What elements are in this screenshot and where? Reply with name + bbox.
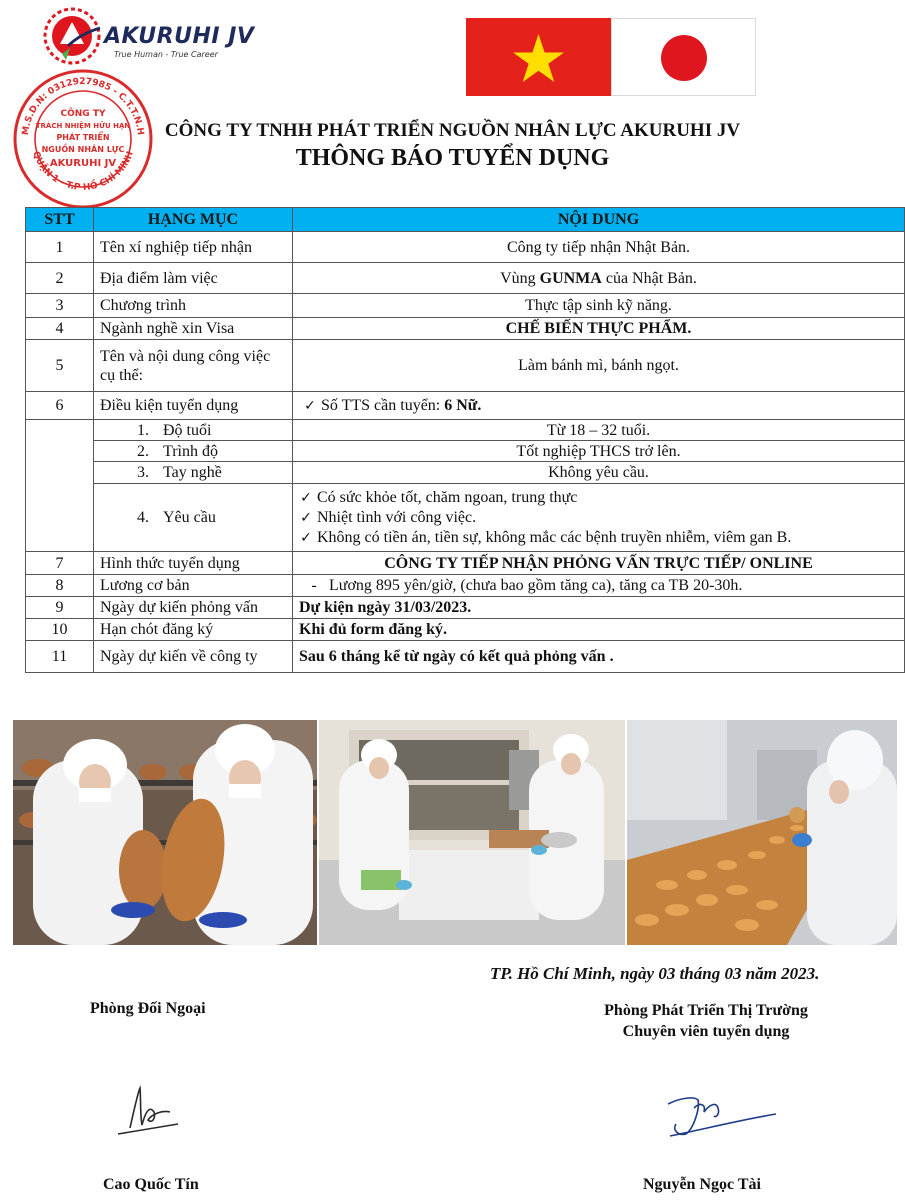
row-label: Hạn chót đăng ký — [94, 619, 293, 641]
row-label: Lương cơ bản — [94, 575, 293, 597]
table-row — [26, 597, 905, 619]
table-row — [26, 641, 905, 673]
row-value: CÔNG TY TIẾP NHẬN PHỎNG VẤN TRỰC TIẾP/ ONLINE — [293, 552, 905, 575]
japan-flag — [611, 18, 756, 96]
row-stt: 11 — [26, 641, 94, 673]
left-signer-name: Cao Quốc Tín — [103, 1176, 199, 1193]
header-item: HẠNG MỤC — [94, 208, 293, 232]
right-department-role: Chuyên viên tuyển dụng — [622, 1023, 790, 1040]
table-row — [26, 441, 905, 462]
svg-text:PHÁT TRIỂN: PHÁT TRIỂN — [56, 133, 110, 142]
photo-bakers-with-bread — [13, 720, 317, 945]
company-name: CÔNG TY TNHH PHÁT TRIỂN NGUỒN NHÂN LỰC AKURUHI JV — [164, 120, 741, 141]
table-row — [26, 462, 905, 484]
table-row — [26, 575, 905, 597]
row-value: Dự kiện ngày 31/03/2023. — [293, 597, 905, 619]
photo-bakery-workers — [319, 720, 625, 945]
row-stt: 2 — [26, 263, 94, 294]
row-stt: 5 — [26, 340, 94, 392]
table-row — [26, 318, 905, 340]
sub-label: 4. Yêu cầu — [94, 484, 293, 552]
table-header-row — [26, 208, 905, 232]
row-value: Sau 6 tháng kể từ ngày có kết quả phỏng vấn . — [293, 641, 905, 673]
table-row — [26, 232, 905, 263]
row-label: Ngày dự kiến phỏng vấn — [94, 597, 293, 619]
row-label: Ngành nghề xin Visa — [94, 318, 293, 340]
row-value: Tốt nghiệp THCS trở lên. — [293, 441, 905, 462]
row-stt: 10 — [26, 619, 94, 641]
document-date: TP. Hồ Chí Minh, ngày 03 tháng 03 năm 2023. — [490, 964, 820, 983]
row-value: Làm bánh mì, bánh ngọt. — [293, 340, 905, 392]
check-icon: ✓ — [300, 509, 312, 526]
row-stt: 4 — [26, 318, 94, 340]
check-icon: ✓ — [300, 529, 312, 546]
left-signature — [110, 1080, 190, 1140]
table-row — [26, 294, 905, 318]
check-icon: ✓ — [300, 489, 312, 506]
row-stt: 7 — [26, 552, 94, 575]
check-icon: ✓ — [304, 397, 316, 414]
row-stt-empty — [26, 420, 94, 552]
svg-text:AKURUHI JV: AKURUHI JV — [49, 158, 117, 169]
row-label: Chương trình — [94, 294, 293, 318]
company-logo — [40, 4, 270, 64]
row-value: ✓ Số TTS cần tuyển: 6 Nữ. — [293, 392, 905, 420]
row-value: Công ty tiếp nhận Nhật Bản. — [293, 232, 905, 263]
table-row — [26, 263, 905, 294]
sub-label: 3. Tay nghề — [94, 462, 293, 484]
row-stt: 9 — [26, 597, 94, 619]
row-value: CHẾ BIẾN THỰC PHẨM. — [293, 318, 905, 340]
table-row — [26, 340, 905, 392]
list-item: ✓ Nhiệt tình với công việc. — [295, 508, 898, 528]
row-stt: 8 — [26, 575, 94, 597]
row-value: Vùng GUNMA của Nhật Bản. — [293, 263, 905, 294]
table-row — [26, 484, 905, 552]
photo-production-line — [627, 720, 897, 945]
region-name: GUNMA — [539, 269, 602, 287]
list-item: ✓ Có sức khỏe tốt, chăm ngoan, trung thực — [295, 488, 898, 508]
row-label: Tên và nội dung công việc cụ thể: — [94, 340, 293, 392]
table-row — [26, 420, 905, 441]
header-content: NỘI DUNG — [293, 208, 905, 232]
row-value: Từ 18 – 32 tuổi. — [293, 420, 905, 441]
row-value: Khi đủ form đăng ký. — [293, 619, 905, 641]
star-icon — [466, 18, 611, 96]
svg-text:QUẬN 1 - T.P HỒ CHÍ MINH: QUẬN 1 - T.P HỒ CHÍ MINH — [30, 150, 136, 193]
svg-text:M.S.D.N: 0312927985 - C.T.T.N.: M.S.D.N: 0312927985 - C.T.T.N.H — [21, 76, 145, 136]
sub-label: 1. Độ tuổi — [94, 420, 293, 441]
row-stt: 3 — [26, 294, 94, 318]
table-row — [26, 392, 905, 420]
row-label: Địa điểm làm việc — [94, 263, 293, 294]
row-label: Điều kiện tuyển dụng — [94, 392, 293, 420]
right-signature — [660, 1078, 790, 1143]
requirements-list — [293, 484, 905, 552]
table-row — [26, 619, 905, 641]
sub-label: 2. Trình độ — [94, 441, 293, 462]
svg-text:TRÁCH NHIỆM HỮU HẠN: TRÁCH NHIỆM HỮU HẠN — [35, 122, 131, 130]
page-title: THÔNG BÁO TUYỂN DỤNG — [295, 145, 610, 171]
svg-text:NGUỒN NHÂN LỰC: NGUỒN NHÂN LỰC — [41, 145, 125, 154]
row-value: - Lương 895 yên/giờ, (chưa bao gồm tăng ca), tăng ca TB 20-30h. — [293, 575, 905, 597]
row-label: Hình thức tuyển dụng — [94, 552, 293, 575]
recruitment-table — [25, 207, 905, 673]
logo-tagline: True Human - True Career — [114, 50, 218, 59]
list-item: ✓ Không có tiền án, tiền sự, không mắc các bệnh truyền nhiễm, viêm gan B. — [295, 528, 898, 548]
header-stt: STT — [26, 208, 94, 232]
right-department — [560, 1000, 852, 1042]
logo-emblem-icon — [40, 4, 110, 66]
right-signer-name: Nguyễn Ngọc Tài — [643, 1176, 761, 1193]
row-label: Tên xí nghiệp tiếp nhận — [94, 232, 293, 263]
row-stt: 1 — [26, 232, 94, 263]
left-department: Phòng Đối Ngoại — [90, 1000, 206, 1017]
svg-text:CÔNG TY: CÔNG TY — [60, 109, 106, 119]
right-department-name: Phòng Phát Triển Thị Trường — [604, 1002, 808, 1019]
row-stt: 6 — [26, 392, 94, 420]
row-value: Thực tập sinh kỹ năng. — [293, 294, 905, 318]
vietnam-flag — [466, 18, 611, 96]
sun-disc-icon — [612, 19, 757, 97]
logo-brand: AKURUHI JV — [104, 24, 255, 49]
row-value: Không yêu cầu. — [293, 462, 905, 484]
table-row — [26, 552, 905, 575]
row-label: Ngày dự kiến về công ty — [94, 641, 293, 673]
